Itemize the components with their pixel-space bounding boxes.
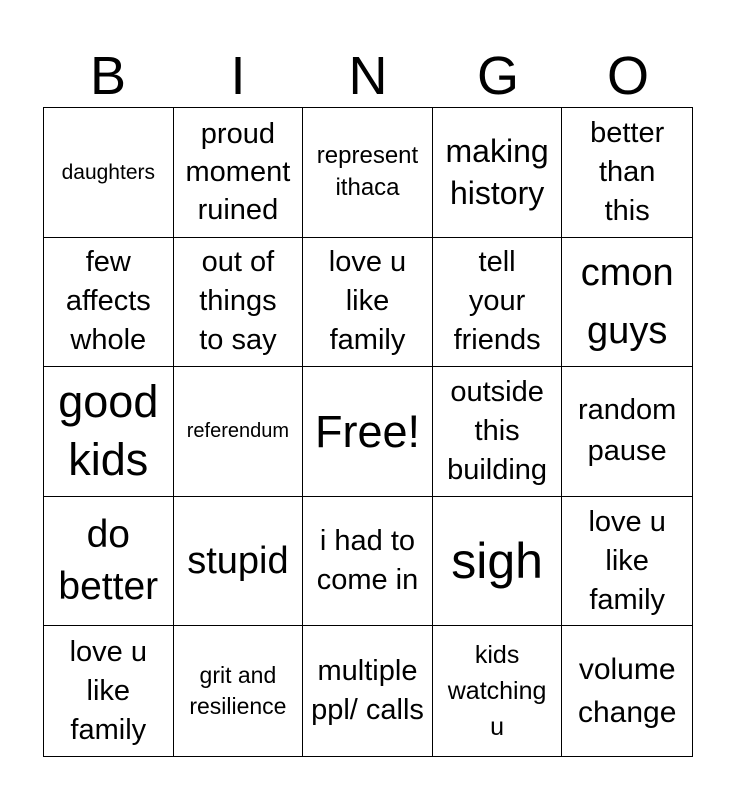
cell-label: multiple ppl/ calls	[311, 655, 424, 727]
bingo-cell[interactable]	[303, 497, 433, 627]
cell-label: do better	[58, 513, 159, 609]
bingo-cell[interactable]	[44, 108, 174, 238]
header-letter-o: O	[606, 46, 649, 106]
cell-label: Free!	[314, 405, 420, 457]
header-letter-n: N	[348, 46, 388, 106]
bingo-cell[interactable]	[303, 367, 433, 497]
bingo-cell[interactable]	[174, 367, 304, 497]
bingo-cell[interactable]	[562, 367, 692, 497]
bingo-cell[interactable]	[303, 238, 433, 368]
bingo-cell[interactable]	[174, 497, 304, 627]
cell-label: tell your friends	[453, 246, 541, 357]
bingo-cell[interactable]	[433, 367, 563, 497]
bingo-cell[interactable]	[433, 626, 563, 756]
cell-label: better than this	[590, 116, 665, 227]
bingo-cell[interactable]	[562, 626, 692, 756]
cell-label: few affects whole	[65, 246, 151, 357]
cell-label: stupid	[187, 539, 289, 582]
cell-label: outside this building	[447, 375, 548, 486]
cell-label: random pause	[578, 394, 677, 468]
cell-label: daughters	[61, 160, 155, 184]
bingo-cell[interactable]	[44, 367, 174, 497]
cell-label: love u like family	[588, 505, 666, 616]
cell-label: kids watching u	[447, 641, 547, 742]
cell-label: grit and resilience	[189, 662, 287, 720]
bingo-cell[interactable]	[174, 626, 304, 756]
bingo-cell[interactable]	[433, 497, 563, 627]
cell-label: volume change	[577, 653, 677, 730]
cell-label: referendum	[186, 419, 290, 442]
bingo-cell[interactable]	[174, 238, 304, 368]
bingo-cell[interactable]	[562, 497, 692, 627]
header-letter-b: B	[89, 46, 127, 106]
bingo-cell[interactable]	[562, 108, 692, 238]
bingo-cell[interactable]	[44, 626, 174, 756]
bingo-cell[interactable]	[44, 497, 174, 627]
header-letter-g: G	[476, 46, 519, 106]
bingo-cell[interactable]	[303, 626, 433, 756]
cell-label: good kids	[58, 376, 159, 486]
bingo-cell[interactable]	[44, 238, 174, 368]
cell-label: love u like family	[69, 635, 147, 746]
cell-label: i had to come in	[316, 525, 419, 597]
cell-label: making history	[445, 133, 549, 212]
cell-label: love u like family	[328, 246, 407, 357]
bingo-cell[interactable]	[174, 108, 304, 238]
bingo-cell[interactable]	[562, 238, 692, 368]
bingo-header	[43, 44, 693, 108]
cell-label: cmon guys	[580, 251, 674, 352]
cell-label: represent ithaca	[316, 142, 419, 202]
cell-label: proud moment ruined	[185, 118, 291, 227]
bingo-card	[43, 107, 693, 757]
bingo-cell[interactable]	[433, 108, 563, 238]
cell-label: sigh	[451, 532, 543, 589]
bingo-cell[interactable]	[433, 238, 563, 368]
cell-label: out of things to say	[199, 246, 277, 357]
header-letter-i: I	[230, 46, 246, 106]
bingo-cell[interactable]	[303, 108, 433, 238]
